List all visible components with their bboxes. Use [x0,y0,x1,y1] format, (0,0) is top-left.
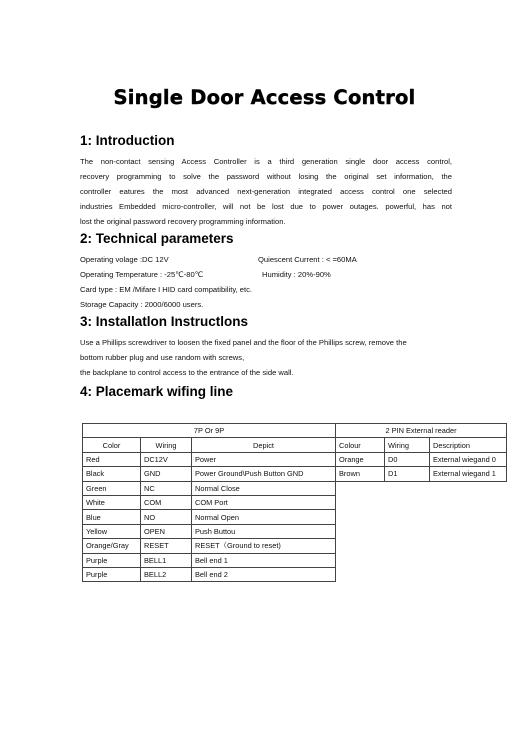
wiring-table [82,423,507,582]
cell: D1 [385,467,430,481]
column-header: Description [430,438,507,452]
install-line: Use a Phillips screwdriver to loosen the fixed panel and the floor of the Phillips screw, remove the [80,338,407,347]
cell: Red [83,452,141,466]
cell: Green [83,481,141,495]
cell: Bell end 2 [192,567,336,581]
cell: GND [141,467,192,481]
cell: NC [141,481,192,495]
cell: BELL1 [141,553,192,567]
install-paragraph [80,335,452,380]
cell: Normal Open [192,510,336,524]
cell: External wiegand 0 [430,452,507,466]
param-temperature: Operating Temperature : -25℃-80℃ [80,270,204,279]
intro-line: industries Embedded micro-controller, will not be lost due to power outages. powerful, has not [80,202,452,211]
group-header-7p: 7P Or 9P [83,424,336,438]
table-row [83,481,507,495]
column-header: Colour [336,438,385,452]
cell: D0 [385,452,430,466]
cell: Normal Close [192,481,336,495]
cell: BELL2 [141,567,192,581]
cell: Blue [83,510,141,524]
table-row [83,467,507,481]
cell: NO [141,510,192,524]
intro-line: controller eatures the most advanced next-generation integrated access control one selected [80,187,452,196]
cell: Brown [336,467,385,481]
cell: Bell end 1 [192,553,336,567]
column-header: Wiring [385,438,430,452]
table-row [83,452,507,466]
cell: External wiegand 1 [430,467,507,481]
cell: DC12V [141,452,192,466]
group-header-2pin: 2 PIN External reader [336,424,507,438]
column-header: Depict [192,438,336,452]
tech-heading: 2: Technical parameters [80,231,234,246]
document-title: Single Door Access Control [113,86,416,109]
cell: Power Ground\Push Button GND [192,467,336,481]
cell: COM [141,495,192,509]
intro-paragraph [80,154,452,229]
tech-parameters [80,252,357,312]
cell: White [83,495,141,509]
empty-region [336,481,507,582]
intro-line: The non-contact sensing Access Controller is a third generation single door access control, [80,157,452,166]
intro-line: lost the original password recovery programming information. [80,217,286,226]
cell: Push Buttou [192,524,336,538]
column-header: Wiring [141,438,192,452]
cell: Yellow [83,524,141,538]
param-humidity: Humidity : 20%-90% [262,270,331,279]
param-current: Quiescent Current : < =60MA [258,255,357,264]
intro-line: recovery programming to solve the password without losing the original set information, the [80,172,452,181]
column-header: Color [83,438,141,452]
install-heading: 3: Installatlon Instructlons [80,314,249,329]
table-group-row [83,424,507,438]
cell: Black [83,467,141,481]
install-line: the backplane to control access to the entrance of the side wall. [80,368,294,377]
cell: Purple [83,567,141,581]
install-line: bottom rubber plug and use random with screws, [80,353,245,362]
intro-heading: 1: Introduction [80,133,175,148]
cell: Orange [336,452,385,466]
table-header-row [83,438,507,452]
param-card-type: Card type : EM /Mifare I HID card compatibility, etc. [80,285,253,294]
param-voltage: Operating volage :DC 12V [80,255,169,264]
cell: RESET（Ground to reset) [192,539,336,553]
cell: COM Port [192,495,336,509]
param-storage: Storage Capacity : 2000/6000 users. [80,300,204,309]
cell: Power [192,452,336,466]
cell: Orange/Gray [83,539,141,553]
wiring-heading: 4: Placemark wifing line [80,384,234,399]
cell: Purple [83,553,141,567]
cell: RESET [141,539,192,553]
cell: OPEN [141,524,192,538]
